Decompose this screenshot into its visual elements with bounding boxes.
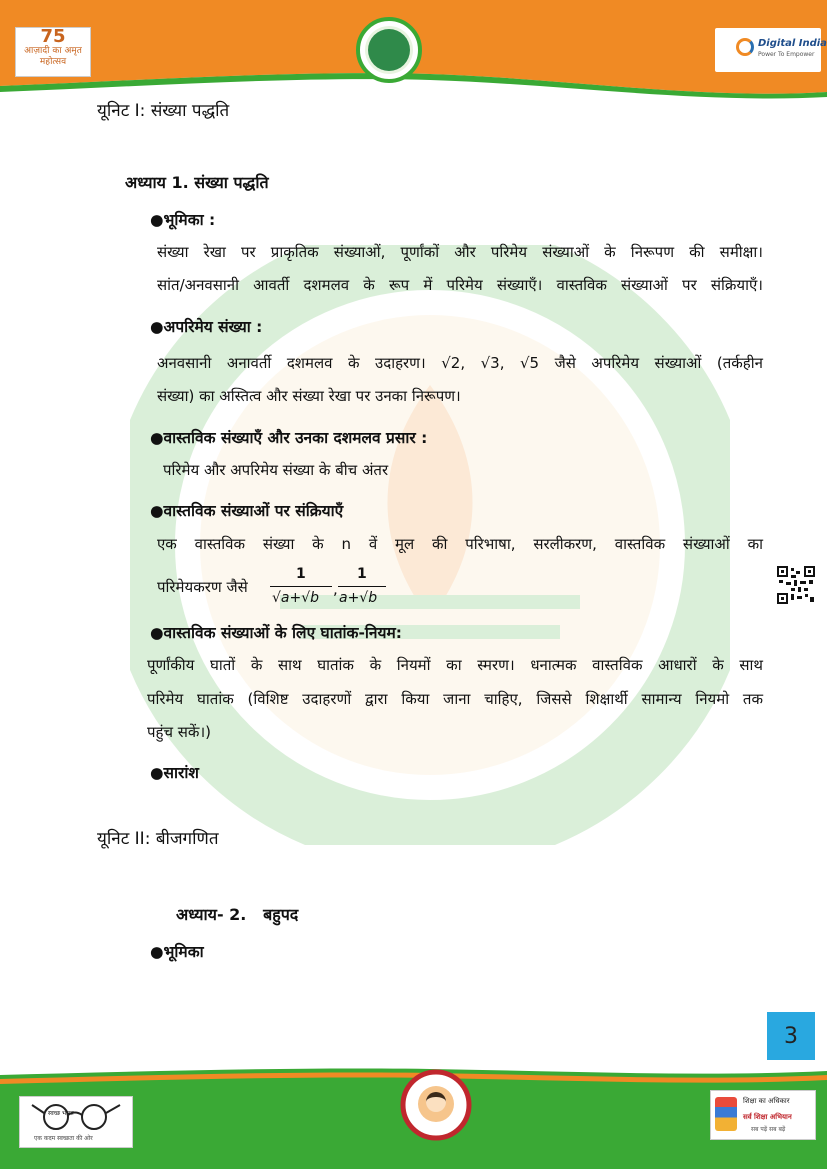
chapter-1-title: अध्याय 1. संख्या पद्धति [125, 173, 269, 192]
fraction-1-denominator: √a+√b [272, 590, 320, 606]
section-heading-summary: ●सारांश [150, 764, 199, 782]
section-heading-introduction-2: ●भूमिका [150, 943, 204, 961]
beti-bachao-beti-padhao-logo [418, 1086, 454, 1122]
section-heading-real-numbers-decimal: ●वास्तविक संख्याएँ और उनका दशमलव प्रसार : [150, 429, 428, 447]
students-icon [715, 1097, 737, 1131]
swachh-bharat-logo [19, 1096, 133, 1148]
irrational-line-1: अनवसानी अनावर्ती दशमलव के उदाहरण। √2, √3, √5 जैसे अपरिमेय संख्याओं (तर्कहीन [157, 354, 763, 372]
section-heading-irrational-numbers: ●अपरिमेय संख्या : [150, 318, 263, 336]
section-heading-exponent-laws: ●वास्तविक संख्याओं के लिए घातांक-नियम: [150, 624, 402, 642]
fraction-one-over-a-plus-sqrt-b [338, 566, 388, 614]
fraction-1-bar [270, 586, 332, 587]
chapter-2-title: अध्याय- 2. बहुपद [176, 905, 299, 924]
fraction-2-bar [338, 586, 386, 587]
unit-2-title: यूनिट II: बीजगणित [97, 829, 219, 849]
exponent-line-1: पूर्णांकीय घातों के साथ घातांक के नियमों का स्मरण। धनात्मक वास्तविक आधारों के साथ [147, 656, 763, 674]
azadi-ka-amrit-mahotsav-logo: 75 आज़ादी का अमृत महोत्सव [15, 27, 91, 77]
page-number-badge: 3 [767, 1012, 815, 1060]
exponent-line-3: पहुंच सकें।) [147, 723, 211, 741]
board-emblem [368, 29, 410, 71]
digital-india-icon [736, 38, 754, 56]
real-decimal-line-1: परिमेय और अपरिमेय संख्या के बीच अंतर [163, 461, 389, 479]
fraction-2-numerator: 1 [357, 566, 367, 582]
irrational-line-2: संख्या) का अस्तित्व और संख्या रेखा पर उनका निरूपण। [157, 387, 461, 405]
fraction-2-denominator: a+√b [339, 590, 378, 606]
qr-code[interactable] [777, 566, 815, 604]
intro-line-1: संख्या रेखा पर प्राकृतिक संख्याओं, पूर्णांकों और परिमेय संख्याओं के निरूपण की समीक्षा। [157, 243, 763, 261]
rte-subtitle: सर्व शिक्षा अभियान [743, 1113, 792, 1121]
spectacles-icon [30, 1101, 122, 1131]
digital-india-logo [736, 36, 827, 66]
fraction-separator: , [333, 580, 338, 598]
girl-face-icon [426, 1092, 446, 1112]
unit-1-title: यूनिट I: संख्या पद्धति [97, 101, 230, 121]
operations-line-2: परिमेयकरण जैसे [157, 578, 248, 596]
intro-line-2: सांत/अनवसानी आवर्ती दशमलव के रूप में परिमेय संख्याएँ। वास्तविक संख्याओं पर संक्रियाएँ। [157, 276, 763, 294]
fraction-one-over-sqrt-a-plus-sqrt-b [270, 566, 334, 614]
fraction-1-numerator: 1 [296, 566, 306, 582]
page-header-banner [0, 0, 827, 110]
section-heading-introduction: ●भूमिका : [150, 211, 216, 229]
swachh-bharat-text: स्वच्छ भारत [48, 1110, 74, 1117]
rte-title: शिक्षा का अधिकार [743, 1097, 790, 1105]
digital-india-text: Digital India [758, 38, 827, 49]
section-heading-real-number-operations: ●वास्तविक संख्याओं पर संक्रियाएँ [150, 502, 344, 520]
exponent-line-2: परिमेय घातांक (विशिष्ट उदाहरणों द्वारा किया जाना चाहिए, जिससे शिक्षार्थी सामान्य नियमो तक [147, 690, 763, 708]
right-to-education-logo [710, 1090, 816, 1140]
operations-line-1: एक वास्तविक संख्या के n वें मूल की परिभाषा, सरलीकरण, वास्तविक संख्याओं का [157, 535, 763, 553]
digital-india-tagline: Power To Empower [758, 51, 815, 58]
swachh-bharat-tagline: एक कदम स्वच्छता की ओर [34, 1135, 93, 1142]
rte-tagline: सब पढ़ें सब बढ़ें [751, 1126, 786, 1133]
